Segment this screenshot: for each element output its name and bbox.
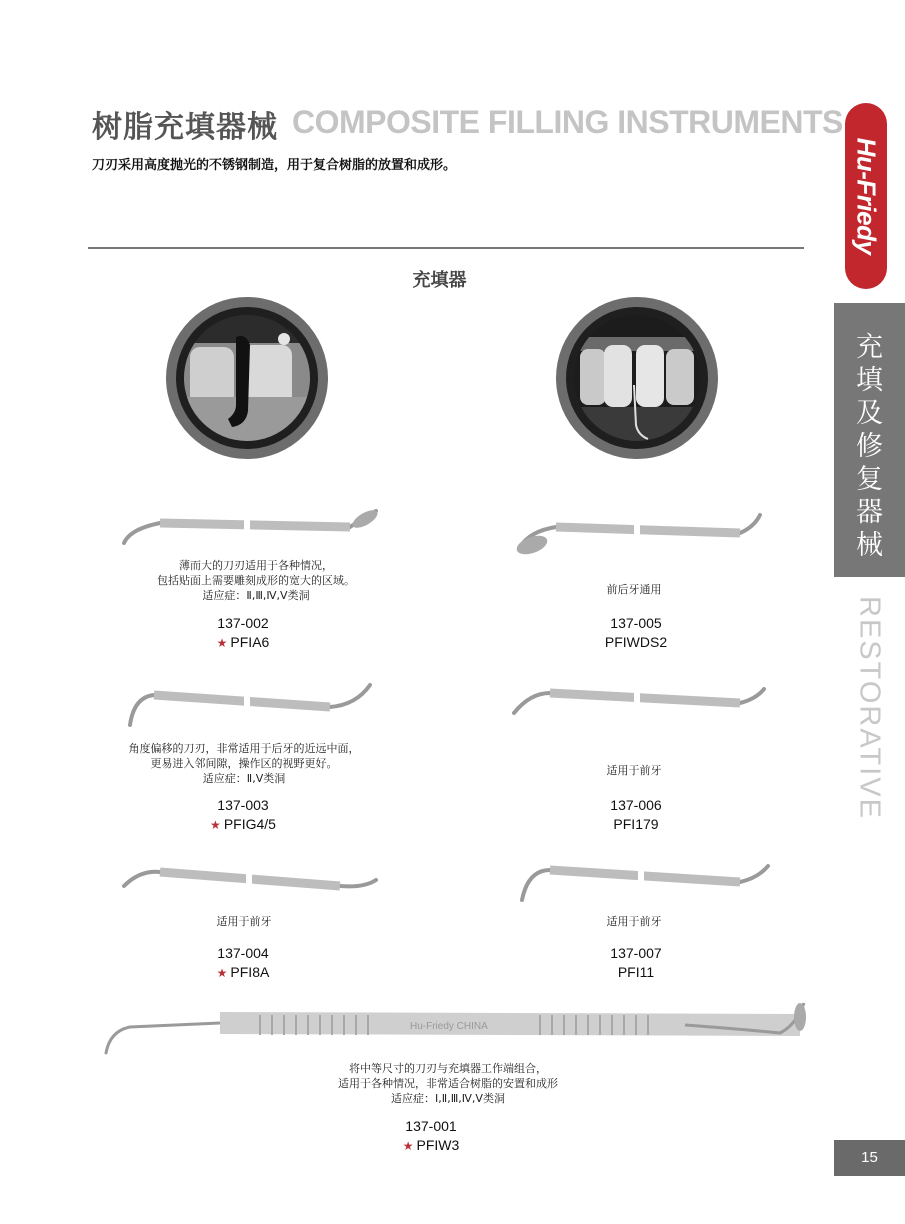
handle-engraving: Hu-Friedy CHINA: [410, 1021, 488, 1032]
instrument-137-001-drawing: [100, 995, 810, 1060]
product-desc-137-001: 将中等尺寸的刀刃与充填器工作端组合， 适用于各种情况，非常适合树脂的安置和成形 适应症：Ⅰ,Ⅱ,Ⅲ,Ⅳ,Ⅴ类洞: [338, 1062, 558, 1105]
star-icon: ★: [402, 1139, 414, 1153]
page-title-chinese: 树脂充填器械: [92, 110, 278, 145]
product-desc-137-006: 适用于前牙: [606, 764, 662, 777]
product-code-137-005: 137-005 PFIWDS2: [604, 615, 668, 650]
header-divider: [88, 247, 804, 249]
product-code-137-007: 137-007 PFI11: [610, 945, 662, 980]
product-desc-137-003: 角度偏移的刀刃，非常适用于后牙的近远中面， 更易进入邻间隙，操作区的视野更好。 适应症：Ⅱ,Ⅴ类洞: [128, 742, 360, 785]
instrument-137-004-drawing: [120, 860, 380, 905]
product-code-137-003: 137-003 ★ PFIG4/5: [210, 797, 276, 832]
page-number: 15: [834, 1140, 905, 1176]
instrument-137-007-drawing: [510, 860, 770, 905]
brand-logo-text: Hu-Friedy: [851, 137, 882, 255]
product-code-137-004: 137-004 ★ PFI8A: [216, 945, 270, 980]
product-code-137-002: 137-002 ★ PFIA6: [216, 615, 270, 650]
chapter-tab: [834, 303, 905, 577]
star-icon: ★: [210, 818, 221, 832]
star-icon: ★: [216, 966, 228, 980]
chapter-english-label: RESTORATIVE: [853, 596, 886, 820]
section-title: 充填器: [412, 270, 467, 291]
product-code-137-001: 137-001 ★ PFIW3: [402, 1118, 460, 1153]
instrument-137-002-drawing: [120, 505, 380, 550]
instrument-137-003-drawing: [120, 685, 380, 735]
brand-logo: [845, 103, 887, 289]
page-title-english: COMPOSITE FILLING INSTRUMENTS: [292, 104, 843, 140]
instrument-137-005-drawing: [510, 505, 770, 560]
chapter-tab-label: 充 填 及 修 复 器 械: [856, 332, 883, 561]
product-desc-137-004: 适用于前牙: [216, 915, 272, 928]
clinical-photo-right: [556, 297, 718, 459]
instrument-137-006-drawing: [510, 685, 770, 725]
product-code-137-006: 137-006 PFI179: [610, 797, 662, 832]
star-icon: ★: [216, 636, 228, 650]
page-subtitle: 刀刃采用高度抛光的不锈钢制造，用于复合树脂的放置和成形。: [92, 158, 457, 173]
product-desc-137-007: 适用于前牙: [606, 915, 662, 928]
clinical-photo-left: [166, 297, 328, 459]
product-desc-137-005: 前后牙通用: [606, 583, 662, 596]
product-desc-137-002: 薄而大的刀刃适用于各种情况， 包括贴面上需要雕刻成形的宽大的区域。 适应症：Ⅱ,Ⅲ,Ⅳ,Ⅴ类洞: [157, 559, 355, 602]
